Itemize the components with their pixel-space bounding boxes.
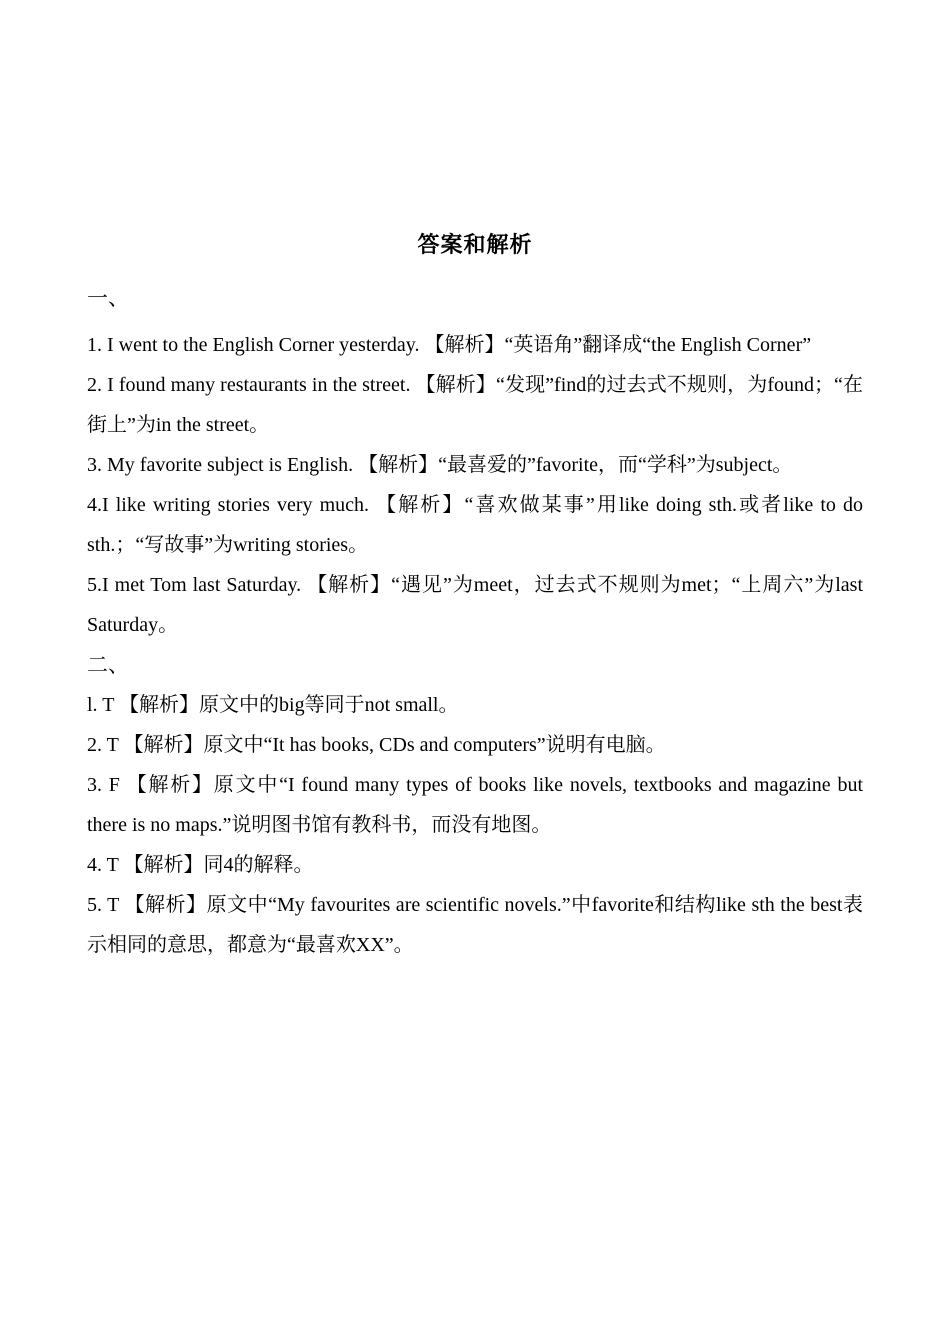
answer-content xyxy=(87,278,863,965)
section-two-label: 二、 xyxy=(87,653,129,677)
page-title: 答案和解析 xyxy=(417,233,533,258)
section-one-item-2: 2. I found many restaurants in the street. 【解析】“发现”find的过去式不规则，为found；“在街上”为in the street。 xyxy=(87,374,863,436)
section-one-label: 一、 xyxy=(87,286,129,310)
section-two-item-4: 4. T 【解析】同4的解释。 xyxy=(87,854,314,876)
section-two-item-3: 3. F 【解析】原文中“I found many types of books like novels, textbooks and magazine but there is no maps.”说明图书馆有教科书，而没有地图。 xyxy=(87,774,863,836)
section-two-item-5: 5. T 【解析】原文中“My favourites are scientific novels.”中favorite和结构like sth the best表示相同的意思，都意为“最喜欢XX”。 xyxy=(87,894,863,956)
section-two-item-1: l. T 【解析】原文中的big等同于not small。 xyxy=(87,694,459,716)
section-one-item-3: 3. My favorite subject is English. 【解析】“最喜爱的”favorite，而“学科”为subject。 xyxy=(87,454,793,476)
section-two-item-2: 2. T 【解析】原文中“It has books, CDs and computers”说明有电脑。 xyxy=(87,734,666,756)
section-one-item-4: 4.I like writing stories very much. 【解析】“喜欢做某事”用like doing sth.或者like to do sth.；“写故事”为writing stories。 xyxy=(87,494,863,556)
section-one-item-1: 1. I went to the English Corner yesterday. 【解析】“英语角”翻译成“the English Corner” xyxy=(87,334,812,356)
section-one-item-5: 5.I met Tom last Saturday. 【解析】“遇见”为meet，过去式不规则为met；“上周六”为last Saturday。 xyxy=(87,574,863,636)
